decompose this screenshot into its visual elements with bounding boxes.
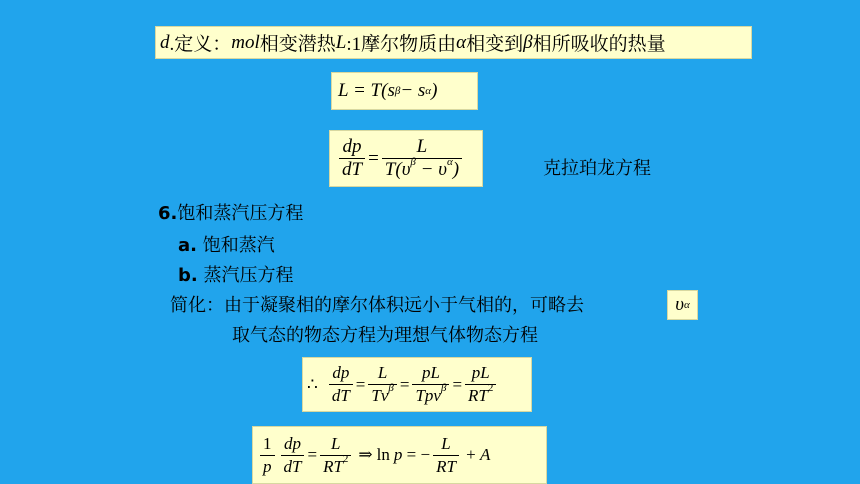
fraction-denominator xyxy=(412,384,449,407)
fraction-1-p xyxy=(260,433,275,478)
fraction-denominator: dT xyxy=(281,455,305,478)
definition-text-2: :1摩尔物质由 xyxy=(346,34,457,55)
den-part: T(υ xyxy=(384,159,411,180)
fraction-denominator xyxy=(465,384,496,407)
fraction-pL-RT2 xyxy=(465,362,496,407)
den-sup: β xyxy=(440,382,447,394)
den-sup-beta: β xyxy=(410,156,416,168)
den-sup: 2 xyxy=(342,452,349,465)
equals-sign: = xyxy=(368,147,379,169)
definition-text-3: 相变到 xyxy=(466,34,524,55)
den-part: Tpv xyxy=(415,386,441,405)
fraction-dp-dT xyxy=(329,362,353,407)
variable-p: p xyxy=(393,445,403,464)
definition-box xyxy=(155,26,752,59)
definition-L: L xyxy=(335,31,347,53)
definition-text-1: 相变潜热 xyxy=(259,34,336,55)
list-item-a xyxy=(178,234,275,258)
upsilon-symbol: υ xyxy=(675,294,684,315)
fraction-L-Tv xyxy=(368,362,396,407)
definition-text-4: 相所吸收的热量 xyxy=(532,34,666,55)
chain-equation: ∴ $\frac{dp}{dT}$ = $\frac{L}{Tv^\beta}$ = $\frac{pL}{Tpv^\beta}$ = $\frac{pL}{RT^2}$ xyxy=(302,357,532,412)
equals-minus: = − xyxy=(402,445,431,464)
simplify-text-line2: 取气态的物态方程为理想气体物态方程 xyxy=(232,325,538,346)
fraction-numerator: 1 xyxy=(263,433,272,453)
fraction-numerator: L xyxy=(416,136,428,157)
fraction-numerator: dp xyxy=(342,136,362,157)
latent-heat-equation: L = T(s β − s α ) xyxy=(331,72,478,110)
item-marker-b: b. xyxy=(178,265,198,286)
fraction-pL-Tpv xyxy=(412,362,449,407)
section-heading xyxy=(158,202,303,226)
den-part: RT xyxy=(323,456,343,476)
simplify-text-line1: 简化：由于凝聚相的摩尔体积远小于气相的，可略去 xyxy=(170,295,584,316)
definition-mol: mol xyxy=(231,31,260,53)
fraction-L-RT xyxy=(433,433,459,478)
constant-A: A xyxy=(480,445,491,464)
den-sup: β xyxy=(388,382,394,394)
den-part: ) xyxy=(452,159,460,180)
section-title: 饱和蒸汽压方程 xyxy=(177,203,304,224)
fraction-numerator: L xyxy=(331,433,341,453)
definition-label: .定义： xyxy=(169,34,232,55)
clapeyron-label: 克拉珀龙方程 xyxy=(543,158,651,179)
fraction-numerator: L xyxy=(441,433,451,453)
implies-arrow: ⇒ xyxy=(358,445,373,464)
definition-beta: β xyxy=(523,31,533,53)
item-marker-a: a. xyxy=(178,235,197,256)
definition-prefix: d xyxy=(160,31,170,53)
fraction-denominator xyxy=(368,384,396,407)
therefore-symbol: ∴ xyxy=(307,374,318,394)
section-number: 6. xyxy=(158,203,178,224)
fraction-dp-dT xyxy=(339,136,365,181)
plus-sign: + xyxy=(461,445,481,464)
latent-end: ) xyxy=(431,80,438,101)
item-text-b: 蒸汽压方程 xyxy=(197,265,294,286)
fraction-latent-volume xyxy=(382,136,462,181)
fraction-numerator: L xyxy=(377,363,388,382)
den-sup-alpha: α xyxy=(446,156,453,168)
fraction-denominator xyxy=(320,452,351,478)
omit-symbol-box: υ α xyxy=(667,290,698,320)
fraction-denominator: p xyxy=(260,455,275,478)
ln-function: ln xyxy=(376,445,390,464)
den-sup: 2 xyxy=(487,382,494,394)
item-text-a: 饱和蒸汽 xyxy=(196,235,275,256)
fraction-numerator: pL xyxy=(421,363,440,382)
latent-lhs: L = T(s xyxy=(338,80,395,101)
fraction-denominator: RT xyxy=(433,455,459,478)
list-item-b xyxy=(178,264,293,288)
fraction-denominator: dT xyxy=(339,158,365,181)
fraction-denominator: dT xyxy=(329,384,353,407)
fraction-L-RT2 xyxy=(320,433,351,478)
latent-mid: − s xyxy=(400,80,426,101)
fraction-numerator: dp xyxy=(332,363,350,382)
den-part: Tv xyxy=(371,386,389,405)
clapeyron-equation xyxy=(329,130,483,187)
definition-alpha: α xyxy=(456,31,467,53)
fraction-denominator xyxy=(382,158,462,181)
fraction-numerator: pL xyxy=(471,363,490,382)
fraction-numerator: dp xyxy=(283,433,301,453)
den-part: RT xyxy=(468,386,488,405)
fraction-dp-dT xyxy=(281,433,305,478)
final-equation: $\frac{1}{p}$ $\frac{dp}{dT}$ = $\frac{L}{RT^2}$ ⇒ ln p = − $\frac{L}{RT}$ + A xyxy=(252,426,547,484)
den-part: − υ xyxy=(415,159,447,180)
